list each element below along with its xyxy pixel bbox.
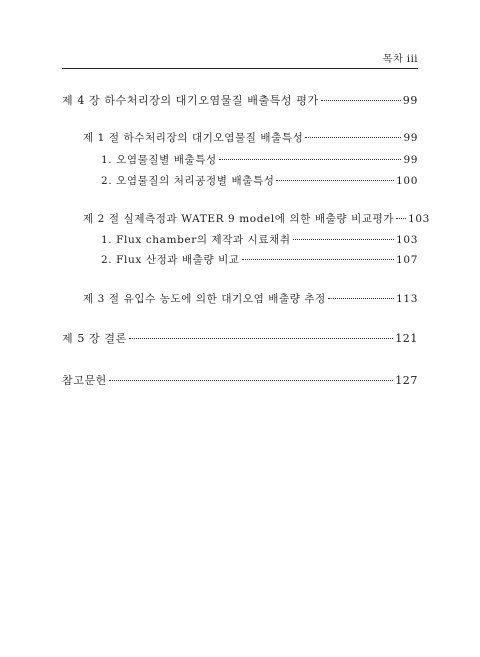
toc-entry-section-4-3[interactable]: [83, 291, 418, 306]
toc-entry-section-4-2[interactable]: [83, 211, 430, 226]
toc-entry-label: 1. 오염물질별 배출특성: [101, 154, 217, 166]
toc-entry-page: 107: [396, 254, 418, 266]
dot-leader: [328, 298, 394, 299]
dot-leader: [396, 218, 406, 219]
toc-entry-chapter-5[interactable]: [62, 330, 418, 346]
toc-entry-label: 제 4 장 하수처리장의 대기오염물질 배출특성 평가: [62, 94, 319, 107]
toc-entry-page: 99: [402, 94, 418, 107]
toc-entry-chapter-4[interactable]: [62, 92, 418, 108]
toc-entry-subsection-4-1-1[interactable]: [101, 152, 418, 167]
toc-entry-label: 제 2 절 실제측정과 WATER 9 model에 의한 배출량 비교평가: [83, 213, 395, 225]
dot-leader: [321, 100, 401, 101]
dot-leader: [242, 259, 395, 260]
toc-entry-page: 103: [408, 213, 430, 225]
toc-entry-page: 100: [396, 175, 418, 187]
dot-leader: [109, 380, 393, 381]
toc-entry-page: 99: [403, 132, 418, 144]
toc-entry-subsection-4-1-2[interactable]: [101, 173, 418, 188]
toc-entry-subsection-4-2-2[interactable]: [101, 252, 418, 267]
toc-entry-label: 2. Flux 산정과 배출량 비교: [101, 254, 240, 266]
toc-entry-page: 113: [396, 293, 418, 305]
toc-entry-label: 2. 오염물질의 처리공정별 배출특성: [101, 175, 275, 187]
toc-entry-references[interactable]: [62, 372, 418, 388]
toc-entry-label: 1. Flux chamber의 제작과 시료채취: [101, 234, 291, 246]
toc-entry-page: 121: [395, 332, 418, 345]
dot-leader: [293, 239, 395, 240]
toc-entry-page: 103: [396, 234, 418, 246]
toc-entry-label: 제 3 절 유입수 농도에 의한 대기오염 배출량 추정: [83, 293, 326, 305]
toc-entry-section-4-1[interactable]: [83, 130, 418, 145]
toc-entry-label: 제 1 절 하수처리장의 대기오염물질 배출특성: [83, 132, 304, 144]
toc-entry-subsection-4-2-1[interactable]: [101, 232, 418, 247]
toc-entry-label: 제 5 장 결론: [62, 332, 127, 345]
dot-leader: [219, 159, 402, 160]
toc-entry-page: 99: [403, 154, 418, 166]
dot-leader: [305, 137, 401, 138]
dot-leader: [276, 180, 394, 181]
running-title: 목차 iii: [382, 54, 418, 65]
dot-leader: [129, 338, 393, 339]
toc-entry-label: 참고문헌: [62, 374, 107, 387]
toc-entry-page: 127: [395, 374, 418, 387]
